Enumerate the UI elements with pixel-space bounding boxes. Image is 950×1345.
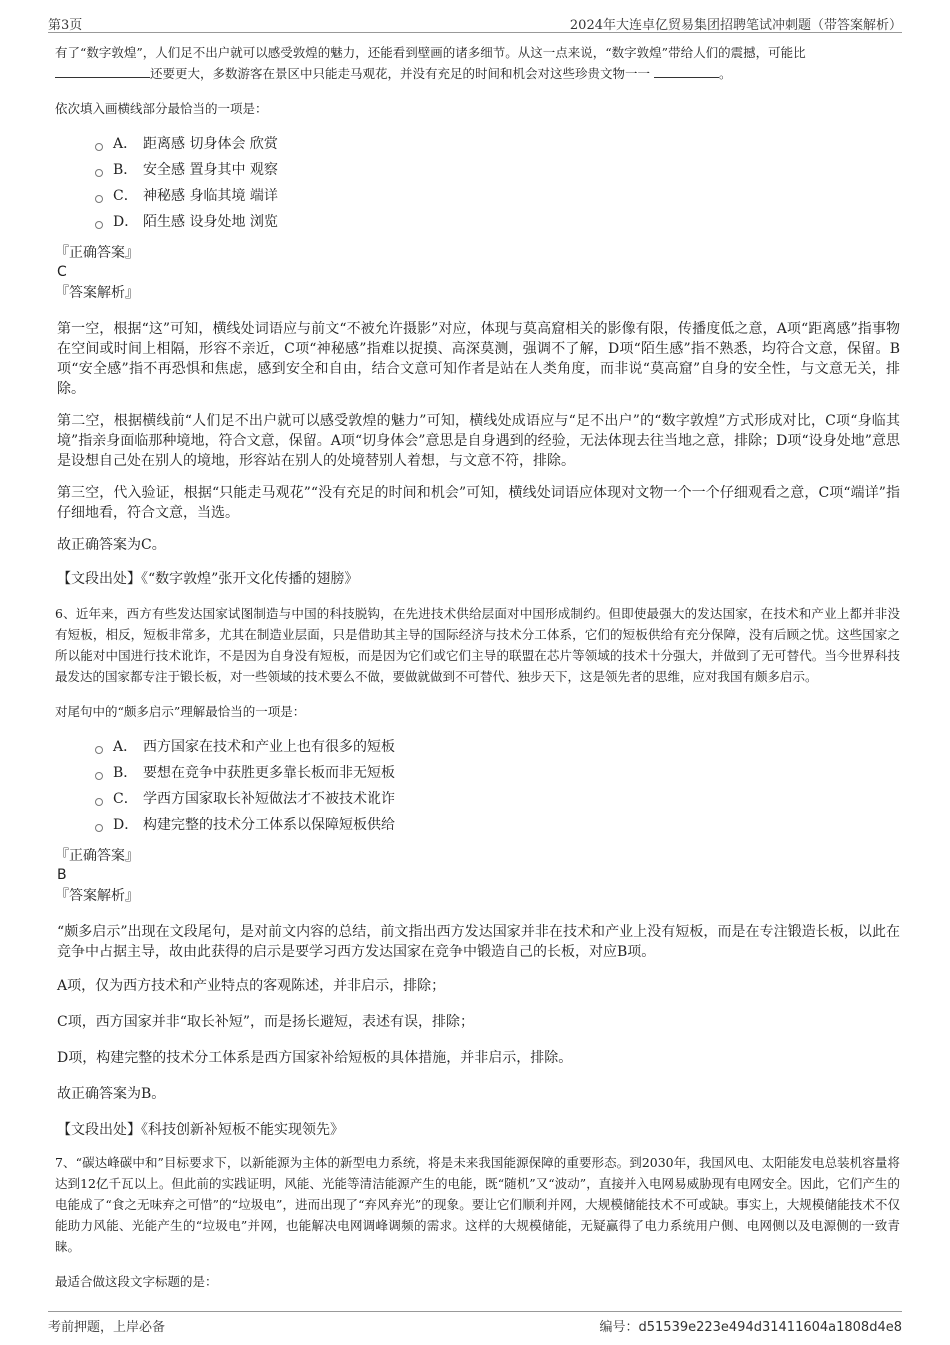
q6-answer: B (57, 867, 67, 883)
option-text: 距离感 切身体会 欣赏 (143, 136, 278, 152)
q6-answer-tag: 『正确答案』 (55, 848, 139, 864)
q5-option-b[interactable] (95, 157, 900, 183)
footer-code (599, 1316, 902, 1335)
q7-stem: 最适合做这段文字标题的是： (55, 1274, 218, 1289)
q6-option-b[interactable] (95, 760, 900, 786)
document-title: 2024年大连卓亿贸易集团招聘笔试冲刺题（带答案解析） (569, 18, 902, 33)
q5-option-c[interactable] (95, 183, 900, 209)
q5-stem: 依次填入画横线部分最恰当的一项是： (55, 101, 268, 116)
option-text: 陌生感 设身处地 浏览 (143, 214, 278, 230)
radio-button[interactable] (95, 143, 103, 151)
option-letter: B． (113, 162, 138, 178)
q6-explanation-1: “颇多启示”出现在文段尾句，是对前文内容的总结，前文指出西方发达国家并非在技术和产业上没有短板，而是在专注锻造长板，以此在竞争中占据主导，故由此获得的启示是要学习西方发达国家在竞争中锻造自己的长板，对应B项。 (57, 924, 900, 960)
option-text: 安全感 置身其中 观察 (143, 162, 278, 178)
q6-passage: 6、近年来，西方有些发达国家试图制造与中国的科技脱钩，在先进技术供给层面对中国形成制约。但即使最强大的发达国家，在技术和产业上都并非没有短板，相反，短板非常多，尤其在制造业层面，只是借助其主导的国际经济与技术分工体系，它们的短板供给有充分保障，没有后顾之忧。这些国家之所以能对中国进行技术讹诈，不是因为自身没有短板，而是因为它们或它们主导的联盟在芯片等领域的技术十分强大，并做到了无可替代。当今世界科技最发达的国家都专注于锻长板，对一些领域的技术要么不做，要做就做到不可替代、独步天下，这是领先者的思维，应对我国有颇多启示。 (55, 606, 900, 684)
option-text: 构建完整的技术分工体系以保障短板供给 (143, 817, 395, 833)
q6-options (95, 734, 900, 838)
option-letter: C． (113, 188, 138, 204)
page-footer (48, 1311, 902, 1336)
radio-button[interactable] (95, 746, 103, 754)
q7-passage: 7、“碳达峰碳中和”目标要求下，以新能源为主体的新型电力系统，将是未来我国能源保障的重要形态。到2030年，我国风电、太阳能发电总装机容量将达到12亿千瓦以上。但此前的实践证明，风能、光能等清洁能源产生的电能，既“随机”又“波动”，直接并入电网易威胁现有电网安全。因此，它们产生的电能成了“食之无味弃之可惜”的“垃圾电”，进而出现了“弃风弃光”的现象。要让它们顺利并网，大规模储能技术不可或缺。事实上，大规模储能技术不仅能助力风能、光能产生的“垃圾电”并网，也能解决电网调峰调频的需求。这样的大规模储能，无疑赢得了电力系统用户侧、电网侧以及电源侧的一致青睐。 (55, 1155, 900, 1254)
radio-button[interactable] (95, 798, 103, 806)
q5-answer: C (57, 264, 67, 280)
q5-passage (55, 42, 900, 84)
option-text: 学西方国家取长补短做法才不被技术讹诈 (143, 791, 395, 807)
option-letter: D． (113, 214, 139, 230)
q6-option-a[interactable] (95, 734, 900, 760)
q6-explanation-4: D项，构建完整的技术分工体系是西方国家补给短板的具体措施，并非启示，排除。 (57, 1050, 573, 1066)
option-letter: B． (113, 765, 138, 781)
q5-conclusion: 故正确答案为C。 (57, 537, 166, 553)
option-letter: A． (113, 739, 138, 755)
q5-source: 【文段出处】《“数字敦煌”张开文化传播的翅膀》 (57, 571, 359, 587)
option-text: 要想在竞争中获胜更多靠长板而非无短板 (143, 765, 395, 781)
q5-explanation-2: 第二空，根据横线前“人们足不出户就可以感受敦煌的魅力”可知，横线处成语应与“足不出户”的“数字敦煌”方式形成对比，C项“身临其境”指亲身面临那种境地，符合文意，保留。A项“切身体会”意思是自身遇到的经验，无法体现去往当地之意，排除；D项“设身处地”意思是设想自己处在别人的境地，形容站在别人的处境替别人着想，与文意不符，排除。 (57, 413, 900, 469)
q5-blank-2 (654, 63, 719, 78)
option-text: 西方国家在技术和产业上也有很多的短板 (143, 739, 395, 755)
q5-blank-1 (55, 63, 150, 78)
footer-slogan: 考前押题，上岸必备 (48, 1320, 166, 1335)
q5-passage-part2: 还要更大，多数游客在景区中只能走马观花，并没有充足的时间和机会对这些珍贵文物一一 (150, 66, 651, 81)
q6-option-d[interactable] (95, 812, 900, 838)
radio-button[interactable] (95, 195, 103, 203)
q5-explanation-3: 第三空，代入验证，根据“只能走马观花”“没有充足的时间和机会”可知，横线处词语应体现对文物一个一个仔细观看之意，C项“端详”指仔细地看，符合文意，当选。 (57, 485, 900, 521)
q5-answer-tag: 『正确答案』 (55, 245, 139, 261)
option-letter: D． (113, 817, 139, 833)
footer-code-value: d51539e223e494d31411604a1808d4e8 (638, 1320, 902, 1335)
radio-button[interactable] (95, 772, 103, 780)
q6-explanation-2: A项，仅为西方技术和产业特点的客观陈述，并非启示，排除； (57, 978, 446, 994)
radio-button[interactable] (95, 169, 103, 177)
q5-option-d[interactable] (95, 209, 900, 235)
q5-option-a[interactable] (95, 131, 900, 157)
q5-passage-part1: 有了“数字敦煌”，人们足不出户就可以感受敦煌的魅力，还能看到壁画的诸多细节。从这一点来说，“数字敦煌”带给人们的震撼，可能比 (55, 45, 806, 60)
q6-stem: 对尾句中的“颇多启示”理解最恰当的一项是： (55, 704, 306, 719)
option-letter: C． (113, 791, 138, 807)
q6-conclusion: 故正确答案为B。 (57, 1086, 166, 1102)
q6-analysis-tag: 『答案解析』 (55, 888, 139, 904)
q5-options (95, 131, 900, 235)
radio-button[interactable] (95, 221, 103, 229)
option-text: 神秘感 身临其境 端详 (143, 188, 278, 204)
footer-code-label: 编号： (599, 1320, 639, 1335)
q5-explanation-1: 第一空，根据“这”可知，横线处词语应与前文“不被允许摄影”对应，体现与莫高窟相关的影像有限，传播度低之意，A项“距离感”指事物在空间或时间上相隔，形容不亲近，C项“神秘感”指难以捉摸、高深莫测，强调不了解，D项“陌生感”指不熟悉，均符合文意，保留。B项“安全感”指不再恐惧和焦虑，感到安全和自由，结合文意可知作者是站在人类角度，而非说“莫高窟”自身的安全性，与文意无关，排除。 (57, 321, 900, 397)
q6-explanation-3: C项，西方国家并非“取长补短”，而是扬长避短，表述有误，排除； (57, 1014, 475, 1030)
radio-button[interactable] (95, 824, 103, 832)
main-content (55, 42, 900, 1292)
page-header (48, 10, 902, 33)
q5-analysis-tag: 『答案解析』 (55, 285, 139, 301)
q6-option-c[interactable] (95, 786, 900, 812)
q5-passage-end: 。 (719, 66, 732, 81)
q6-source: 【文段出处】《科技创新补短板不能实现领先》 (57, 1122, 344, 1138)
page-number: 第3页 (48, 18, 83, 33)
option-letter: A． (113, 136, 138, 152)
